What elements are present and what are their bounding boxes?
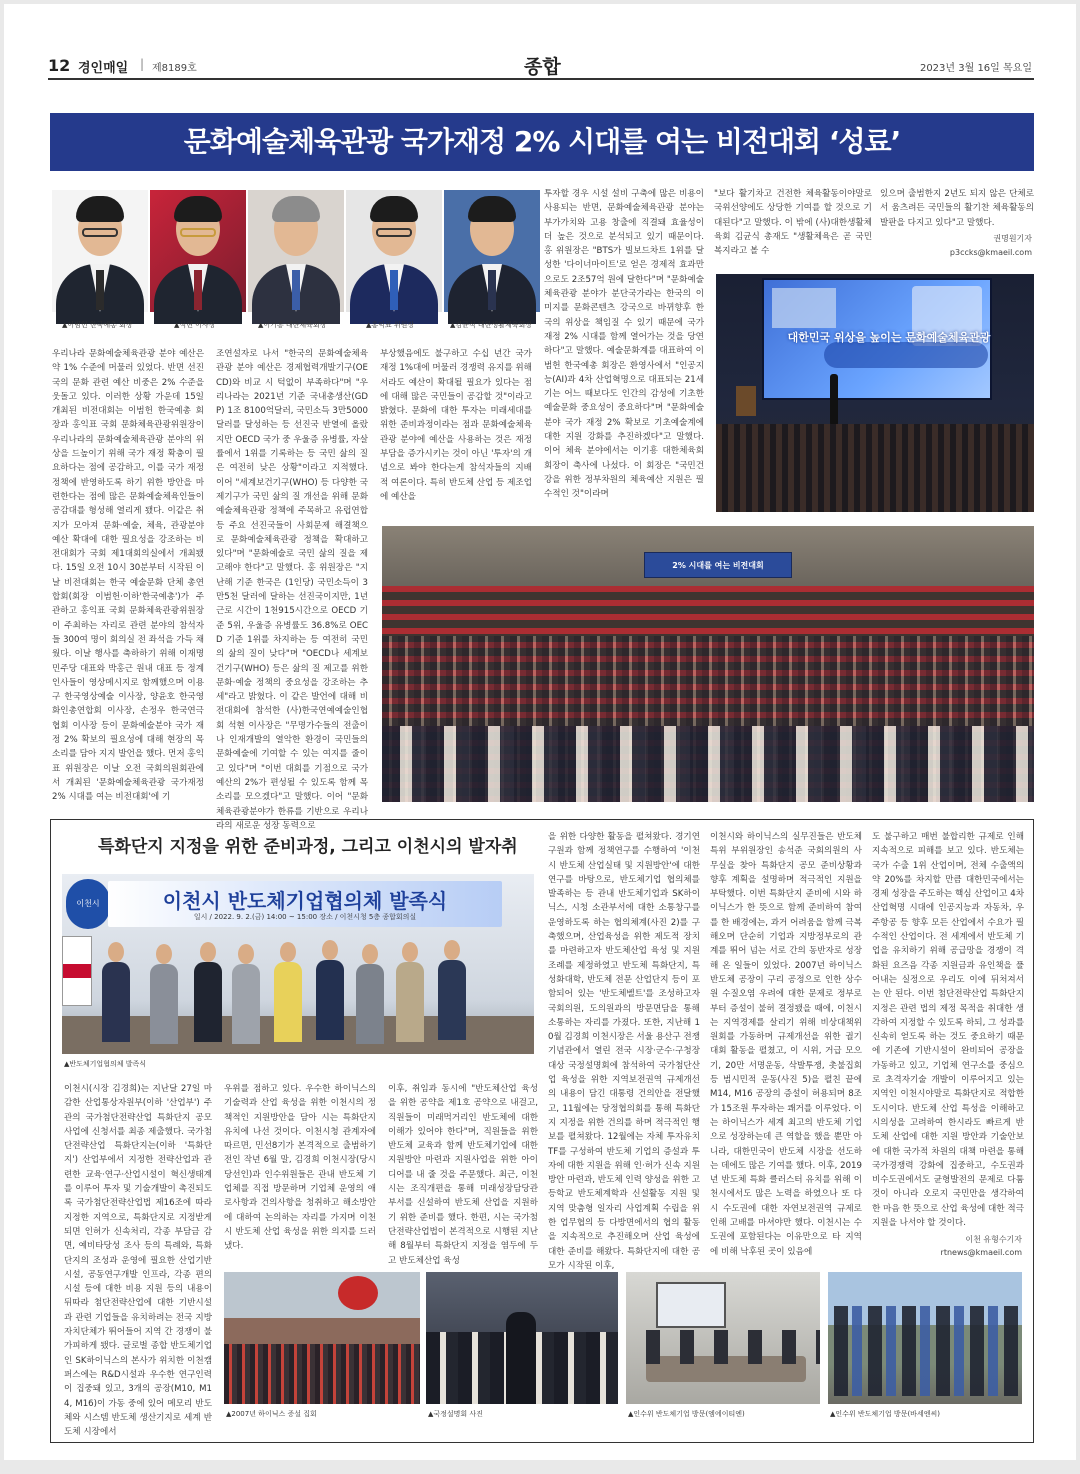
issue-date: 2023년 3월 16일 목요일 — [919, 63, 1032, 74]
article1-column-3: 부상했음에도 불구하고 수십 년간 국가재정 1%대에 머물러 경쟁력 유지를 위해서라도 예산이 확대될 필요가 있다는 점에 대해 많은 국민들이 공감할 것"이라고 밝혔다. 문화에 대한 투자는 미래세대를 위한 준비과정이라는 점과 문화예술체육관광 분야에 예산을 사용하는 것은 재정 부담을 증가시키는 것이 아닌 '투자'의 개념으로 봐야 한다는게 참석자들의 지배적 여론이다. 특히 반도체 산업 등 제조업에 예산을 — [380, 349, 532, 502]
article2-column-1: 이천시(시장 김경희)는 지난달 27일 마감한 산업통상자원부(이하 '산업부') 주관의 국가첨단전략산업 특화단지 공모사업에 신청서를 최종 제출했다. 국가첨단전략산업 특화단지는(이하 '특화단지') 산업부에서 지정한 전략산업과 관련한 교육·연구·산업시설이 혁신생태계를 이루어 투자 및 기술개발이 촉진되도록 국가첨단전략산업법 제16조에 따라 지정한 지역으로, 특화단지로 지정받게 되면 인허가 신속처리, 각종 부담금 감면, 예비타당성 조사 등의 특례와, 특화단지의 조성과 운영에 필요한 산업기반시설, 공동연구개발 인프라, 각종 편의시설 등에 대한 비용 지원 등의 내용이 뒤따라 첨단전략산업에 대한 기반시설과 관련 기업들을 유치하려는 전국 지방자치단체가 뛰어들어 지역 간 경쟁이 불가피하게 됐다. 글로벌 종합 반도체기업인 SK하이닉스의 본사가 위치한 이천캠퍼스에는 R&D시설과 우수한 연구인력이 집중돼 있고, 3개의 공장(M10, M14, M16)이 가동 중에 있어 메모리 반도체와 시스템 반도체 생산기지로 세계 반도체 시장에서 — [64, 1084, 212, 1438]
article2-column-6: 도 불구하고 매번 불합리한 규제로 인해 지속적으로 피해를 보고 있다. 반도체는 국가 수출 1위 산업이며, 전체 수출액의 약 20%를 차지할 만큼 대한민국에서는 경제 성장을 주도하는 핵심 산업이고 4차 산업혁명 시대에 인공지능과 자동차, 우주항공 등 향후 모든 산업에서 수요가 필수적인 산업이다. 전 세계에서 반도체 기업을 유치하기 위해 공급망을 경쟁이 격화된 요즈음 각종 지원금과 유인책을 풀어내는 실정으로 우리도 이에 뒤처져서는 안 된다. 이번 첨단전략산업 특화단지 지정은 관련 법의 제정 목적을 취대한 생각하여 지정할 수 있도록 하되, 그 성과를 신속히 얻도록 하는 것도 중요하기 때문에 기존에 기반시설이 완비되어 공장을 가동하고 있고, 기업체 연구소를 중심으로 초격자기술 개발이 이루어지고 있는 지역인 이천시야말로 특화단지로 적합한 도시이다. 반도체 산업 특성을 이해하고 시의성을 고려하여 한시라도 빠르게 반도체 산업에 대한 지원 방안과 기술안보에 대한 국가적 차원의 대책 마련을 통해 국가경쟁력 강화에 집중하고, 수도권과 비수도권에서도 균형발전의 문제로 다툼 것이 아니라 오로지 국민만을 생각하여 한 마음 한 뜻으로 산업 육성에 대한 적극지원을 나서야 할 것이다. — [872, 832, 1024, 1229]
article1-email: p3ccks@kmaeil.com — [949, 248, 1032, 257]
stage-banner: 2% 시대를 여는 비전대회 — [644, 552, 792, 578]
speaker-figure — [830, 374, 838, 426]
article1-byline: 권명원기자 — [993, 234, 1032, 243]
page-number: 12 — [48, 56, 71, 75]
portrait-kim-gyunsik — [444, 190, 540, 312]
podium — [736, 386, 756, 416]
group-person — [396, 942, 424, 1042]
article1-headline: 문화예술체육관광 국가재정 2% 시대를 여는 비전대회 ‘성료’ — [50, 113, 1034, 171]
group-person — [232, 944, 260, 1044]
article2-photo-caption: ▲반도체기업협의체 발족식 — [64, 1060, 146, 1068]
group-person — [194, 942, 222, 1042]
group-person — [274, 942, 302, 1042]
group-person — [102, 942, 130, 1042]
group-person — [316, 940, 344, 1040]
portrait-caption: ▲석현 이사장 — [174, 321, 216, 329]
banner-title: 이천시 반도체기업협의체 발족식 — [162, 889, 448, 913]
article1-column-5: "보다 활기차고 건전한 체육활동이야말로 국위선양에도 상당한 기여를 할 것으로 기대된다"고 말했다. 이 밖에 (사)대한생활체육회 김균식 총재도 "생활체육은 곧 국민복지라고 볼 수 — [714, 189, 872, 257]
bottom-photo-rally — [224, 1272, 420, 1404]
event-banner — [108, 881, 502, 927]
screen-text: 대한민국 위상을 높이는 문화예술체육관광 — [787, 331, 991, 344]
portrait-caption: ▲김균식 대한생활체육회장 — [450, 321, 532, 329]
banner-subtitle: 일시 / 2022. 9. 2.(금) 14:00 ~ 15:00 장소 / 이천시청 5층 종합회의실 — [193, 913, 417, 921]
projection-screen — [762, 278, 992, 400]
portrait-hong-ikpyo — [346, 190, 442, 312]
portrait-seok-hyeon — [150, 190, 246, 312]
article1-column-1: 우리나라 문화예술체육관광 분야 예산은 약 1% 수준에 머물러 있었다. 반면 선진국의 문화 관련 예산 비중은 2% 수준을 웃돌고 있다. 이러한 상황 가운데 15일 개최된 비전대회는 이범헌 한국예총 회장과 홍익표 국회 문화체육관광위원장이 우리나라의 문화예술체육관광 분야의 위상을 드높이기 위해 국가 재정 확충이 필요하다는 점에 공감하고, 이를 국가 재정정책에 반영하도록 하기 위한 방안을 마련한다는 점에 많은 문화예술체육인들이 공감대를 형성해 열리게 됐다. 이같은 취지가 모아져 문화·예술, 체육, 관광분야 예산 확대에 대한 필요성을 강조하는 비전대회가 국회 제1대회의실에서 개최됐다. 15일 오전 10시 30분부터 시작된 이날 비전대회는 한국 예술문화 단체 총연합회(회장 이범헌·이하'한국예총')가 주관하고 홍익표 국회 문화체육관광위원장이 주최하는 자리로 관련 분야의 참석자들 300여 명이 회의실 전 좌석을 가득 채웠다. 이날 행사를 축하하기 위해 이재명 민주당 대표와 박홍근 원내 대표 등 정계 인사들이 영상메시지로 함께했으며 이용구 한국영상예술 이사장, 양윤호 한국영화인총연합회 이사장, 손정우 한국연극협회 이사장 등이 문화예술분야 국가 재정 2% 확보의 필요성에 대해 현장의 목소리를 담아 지지 발언을 했다. 먼저 홍익표 위원장은 이날 오전 국회의원회관에서 개최된 '문화예술체육관광 국가재정 2% 시대를 여는 비전대회'에 기 — [52, 349, 204, 803]
article2-column-3: 이후, 취임과 동시에 "반도체산업 육성을 위한 공약을 제1호 공약으로 내걸고, 직원들이 미래먹거리인 반도체에 대한 이해가 있어야 한다"며, 직원들을 위한 반도체 교육과 함께 반도체기업에 대한 지원방안 마련과 지원사업을 위한 아이디어를 내 줄 것을 주문했다. 최근, 이천시는 조직개편을 통해 미래성장담당관 부서를 신설하여 반도체 산업을 지원하기 위한 준비를 했다. 한편, 시는 국가첨단전략산업법이 본격적으로 시행된 지난해 8월부터 특화단지 지정을 염두에 두고 반도체산업 육성 — [388, 1084, 538, 1266]
portrait-lee-giheung — [248, 190, 344, 312]
group-person — [356, 944, 384, 1044]
article2-column-2: 우위를 점하고 있다. 우수한 하이닉스의 기술력과 산업 육성을 위한 이천시의 정책적인 지원방안을 담아 시는 특화단지 유치에 나선 것이다. 이천시청 관계자에 따르면, 민선8기가 본격적으로 출범하기 전인 작년 6월 말, 김경희 이천시장(당시 당선인)과 인수위원들은 관내 반도체 기업체를 직접 방문하며 기업체 운영의 애로사항과 건의사항을 청취하고 해소방안에 대하여 논의하는 자리를 가지며 이천시 반도체 산업 육성을 위한 의지를 드러냈다. — [224, 1084, 376, 1252]
masthead-separator: | — [140, 57, 145, 71]
article1-photo-auditorium — [382, 526, 1034, 802]
bottom-photo-caption: ▲인수위 반도체기업 방문(바세엔씨) — [830, 1410, 940, 1418]
portrait-caption: ▲홍익표 위원장 — [366, 321, 415, 329]
portrait-caption: ▲이범헌 한국예총 회장 — [62, 321, 133, 329]
article1-column-4: 투자할 경우 시설 설비 구축에 많은 비용이 사용되는 반면, 문화예술체육관광 분야는 부가가치와 고용 창출에 직결돼 효율성이 더 높은 것으로 분석되고 있기 때문이다. 홍 위원장은 "BTS가 빌보드차트 1위를 달성한 '다이너마이트'로 얻은 경제적 효과만으로도 2조57억 원에 달한다"며 "문화예술체육관광 분야가 분단국가라는 한국의 이미지를 문화콘텐츠 강국으로 바뀌향후 한국의 위상을 책임질 수 있기 때문에 국가 재정 2% 시대를 함께 열어가는 것을 당연하다"고 말했다. 예술문화계를 대표하여 이범헌 한국예총 회장은 환영사에서 "인공지능(AI)과 4차 산업혁명으로 대표되는 21세기는 어느 때보다도 인간의 감성에 기초한 예술문화 중요성이 중요하다"며 "문화예술분야 국가 재정 2% 확보로 기초예술계에 대한 지원 강화를 추진하겠다"고 말했다. 이어 체육 분야에서는 이기흥 대한체육회 회장이 축사에 나섰다. 이 회장은 "국민건강을 위한 정부차원의 체육예산 지원은 필수적인 것"이라며 — [544, 189, 704, 500]
article1-column-2: 조연설자로 나서 "한국의 문화예술체육관광 분야 예산은 경제협력개발기구(OECD)와 비교 시 턱없이 부족하다"며 "우리나라는 2021년 기준 국내총생산(GDP) 1조 8100억달러, 국민소득 3만5000달러를 달성하는 등 선진국 반열에 올랐지만 OECD 국가 중 우울증 유병률, 자살률에서 1위를 기록하는 등 국민 삶의 질은 여전히 낮은 상황"이라고 지적했다. 이어 "세계보건기구(WHO) 등 다양한 국제기구가 국민 삶의 질 개선을 위해 문화예술체육관광 정책에 주목하고 유럽연합 등 주요 선진국들이 사회문제 해결책으로 문화예술체육관광 정책을 확대하고 있다"며 "문화예술로 국민 삶의 질을 제고해야 한다"고 말했다. 홍 위원장은 "지난해 기준 한국은 (1인당) 국민소득이 3만5천 달러에 달하는 선진국이지만, 1년 근로 시간이 1천915시간으로 OECD 기준 5위, 우울증 유병률도 36.8%로 OECD 기준 1위를 차지하는 등 여전히 국민의 삶의 질이 낮다"며 "OECD나 세계보건기구(WHO) 등은 삶의 질 제고를 위한 문화·예술 정책의 중요성을 강조하는 추세"라고 밝혔다. 이 같은 발언에 대해 비전대회에 참석한 (사)한국연예예술인협회 석현 이사장은 "무명가수들의 전출이나 인재개발의 열악한 환경이 국민들의 문화예술에 기여할 수 있는 여지를 줄이고 있다"며 "이번 대회를 기점으로 국가 예산의 2%가 편성될 수 있도록 함께 목소리를 모으겠다"고 말했다. 이어 "문화체육관광분야가 한류를 기반으로 우리나라의 새로운 성장 동력으로 — [216, 349, 368, 831]
bottom-photo-meeting2 — [828, 1272, 1022, 1404]
paper-name: 경인매일 — [78, 61, 129, 76]
article2-subhead: 특화단지 지정을 위한 준비과정, 그리고 이천시의 발자취 — [98, 837, 518, 857]
masthead — [48, 52, 1034, 80]
issue-number: 제8189호 — [152, 63, 197, 74]
newspaper-page — [4, 4, 1076, 1460]
bottom-photo-briefing — [426, 1272, 618, 1404]
article2-column-5: 이천시와 하이닉스의 실무진들은 반도체 특위 부위원장인 송석준 국회의원의 사무실을 찾아 특화단지 공모 준비상황과 향후 계획을 설명하며 적극적인 지원을 부탁했다. 이번 특화단지 준비에 시와 하이닉스가 한 뜻으로 함께 준비하여 참여를 한 배경에는, 과거 어려움을 함께 극복해오며 단순히 기업과 지방정부로의 관계를 뛰어 넘는 서로 간의 동반자로 성장해 온 일들이 있었다. 2007년 하이닉스 반도체 공장이 구리 공정으로 인한 상수원 수질오염 우려에 대한 문제로 정부로부터 증설이 불허 결정됐을 때에, 이천시는 지역경제를 살리기 위해 비상대책위원회를 가동하며 규제개선을 위한 궐기대회 활동을 펼쳤고, 이 시위, 거급 모으기, 20만 서명운동, 삭발투쟁, 촛불집회 등 범시민적 운동(사진 5)을 펼친 끝에 M14, M16 공장의 증설이 허용되며 8조가 15조원 투자하는 쾌거를 이루었다. 이는 하이닉스가 세계 최고의 반도체 기업으로 성장하는데 큰 역할을 했을 뿐만 아니라, 대한민국이 반도체 시장을 선도하는 데에도 많은 기여를 했다. 이후, 2019년 반도체 특화 클러스터 유치를 위해 이천시에서도 많은 노력을 하였으나 또 다시 수도권에 대한 자연보전권역 규제로 인해 고배를 마셔야만 했다. 이천시는 수도권에 포함된다는 이유만으로 타 지역에 비해 낙후된 곳이 있음에 — [710, 832, 862, 1257]
bottom-photo-caption: ▲인수위 반도체기업 방문(엠에이티엔) — [628, 1410, 745, 1418]
bottom-photo-caption: ▲2007년 하이닉스 증설 집회 — [226, 1410, 317, 1418]
icheon-logo: 이천시 — [66, 879, 110, 929]
group-person — [438, 940, 466, 1040]
article2-byline: 이천 유형수기자 — [965, 1235, 1022, 1244]
portrait-lee-beomheon — [52, 190, 148, 312]
bottom-photo-caption: ▲국정설명회 사진 — [428, 1410, 483, 1418]
article2-column-4: 을 위한 다양한 활동을 펼쳐왔다. 경기연구원과 함께 정책연구를 수행하여 '이천시 반도체 산업실태 및 지원방안'에 대한 연구를 바탕으로, 반도체기업 협의체를 발족하는 등 관내 반도체기업과 SK하이닉스, 시청 소관부서에 대한 소통창구를 운영하도록 하는 협의체계(사진 2)를 구축했으며, 산업육성을 위한 제도적 장치를 마련하고자 반도체산업 육성 및 지원 조례를 제정하였고 반도체 특화단지, 특성화대학, 반도체 전문 산업단지 등이 포함되어 있는 '반도체벨트'를 조성하고자 국회의원, 도의원과의 방문면담을 통해 소통하는 자리를 가졌다. 또한, 지난해 10월 김경희 이천시장은 서울 용산구 전쟁기념관에서 열린 전국 시장·군수·구청장 대상 국정설명회에 참석하여 국가첨단산업 육성을 위한 지역보전권역 규제개선의 내용이 담긴 대통령 건의안을 전달했고, 11월에는 당정협의회를 통해 특화단지 지정을 위한 건의를 하며 적극적인 행보를 펼쳐왔다. 12월에는 자체 투자유치TF를 구성하여 반도체 기업의 증설과 투자에 대한 지원을 위해 인·허가 신속 지원방안 마련과, 반도체 인력 양성을 위한 고등학교 반도체계학과 신설활동 지원 및 지역 맞춤형 일자리 사업계획 수립을 위한 업무협의 등 다방면에서의 협의 활동을 지속적으로 추진해오며 산업 육성에 대한 준비를 해왔다. 특화단지에 대한 공모가 시작된 이후, — [548, 832, 700, 1271]
audience — [716, 424, 1034, 512]
article1-column-6: 있으며 출범한지 2년도 되지 않은 단체로서 움츠려든 국민들의 활기찬 체육활동의 발판을 다지고 있다"고 말했다. — [880, 189, 1034, 228]
bottom-photo-meeting1 — [626, 1272, 820, 1404]
article2-email: rtnews@kmaeil.com — [940, 1248, 1022, 1257]
group-person — [150, 944, 178, 1044]
article1-photo-stage — [716, 274, 1034, 512]
flag — [62, 936, 92, 1006]
portrait-caption: ▲이기흥 대한체육회장 — [258, 321, 327, 329]
section-title: 종합 — [524, 56, 561, 78]
